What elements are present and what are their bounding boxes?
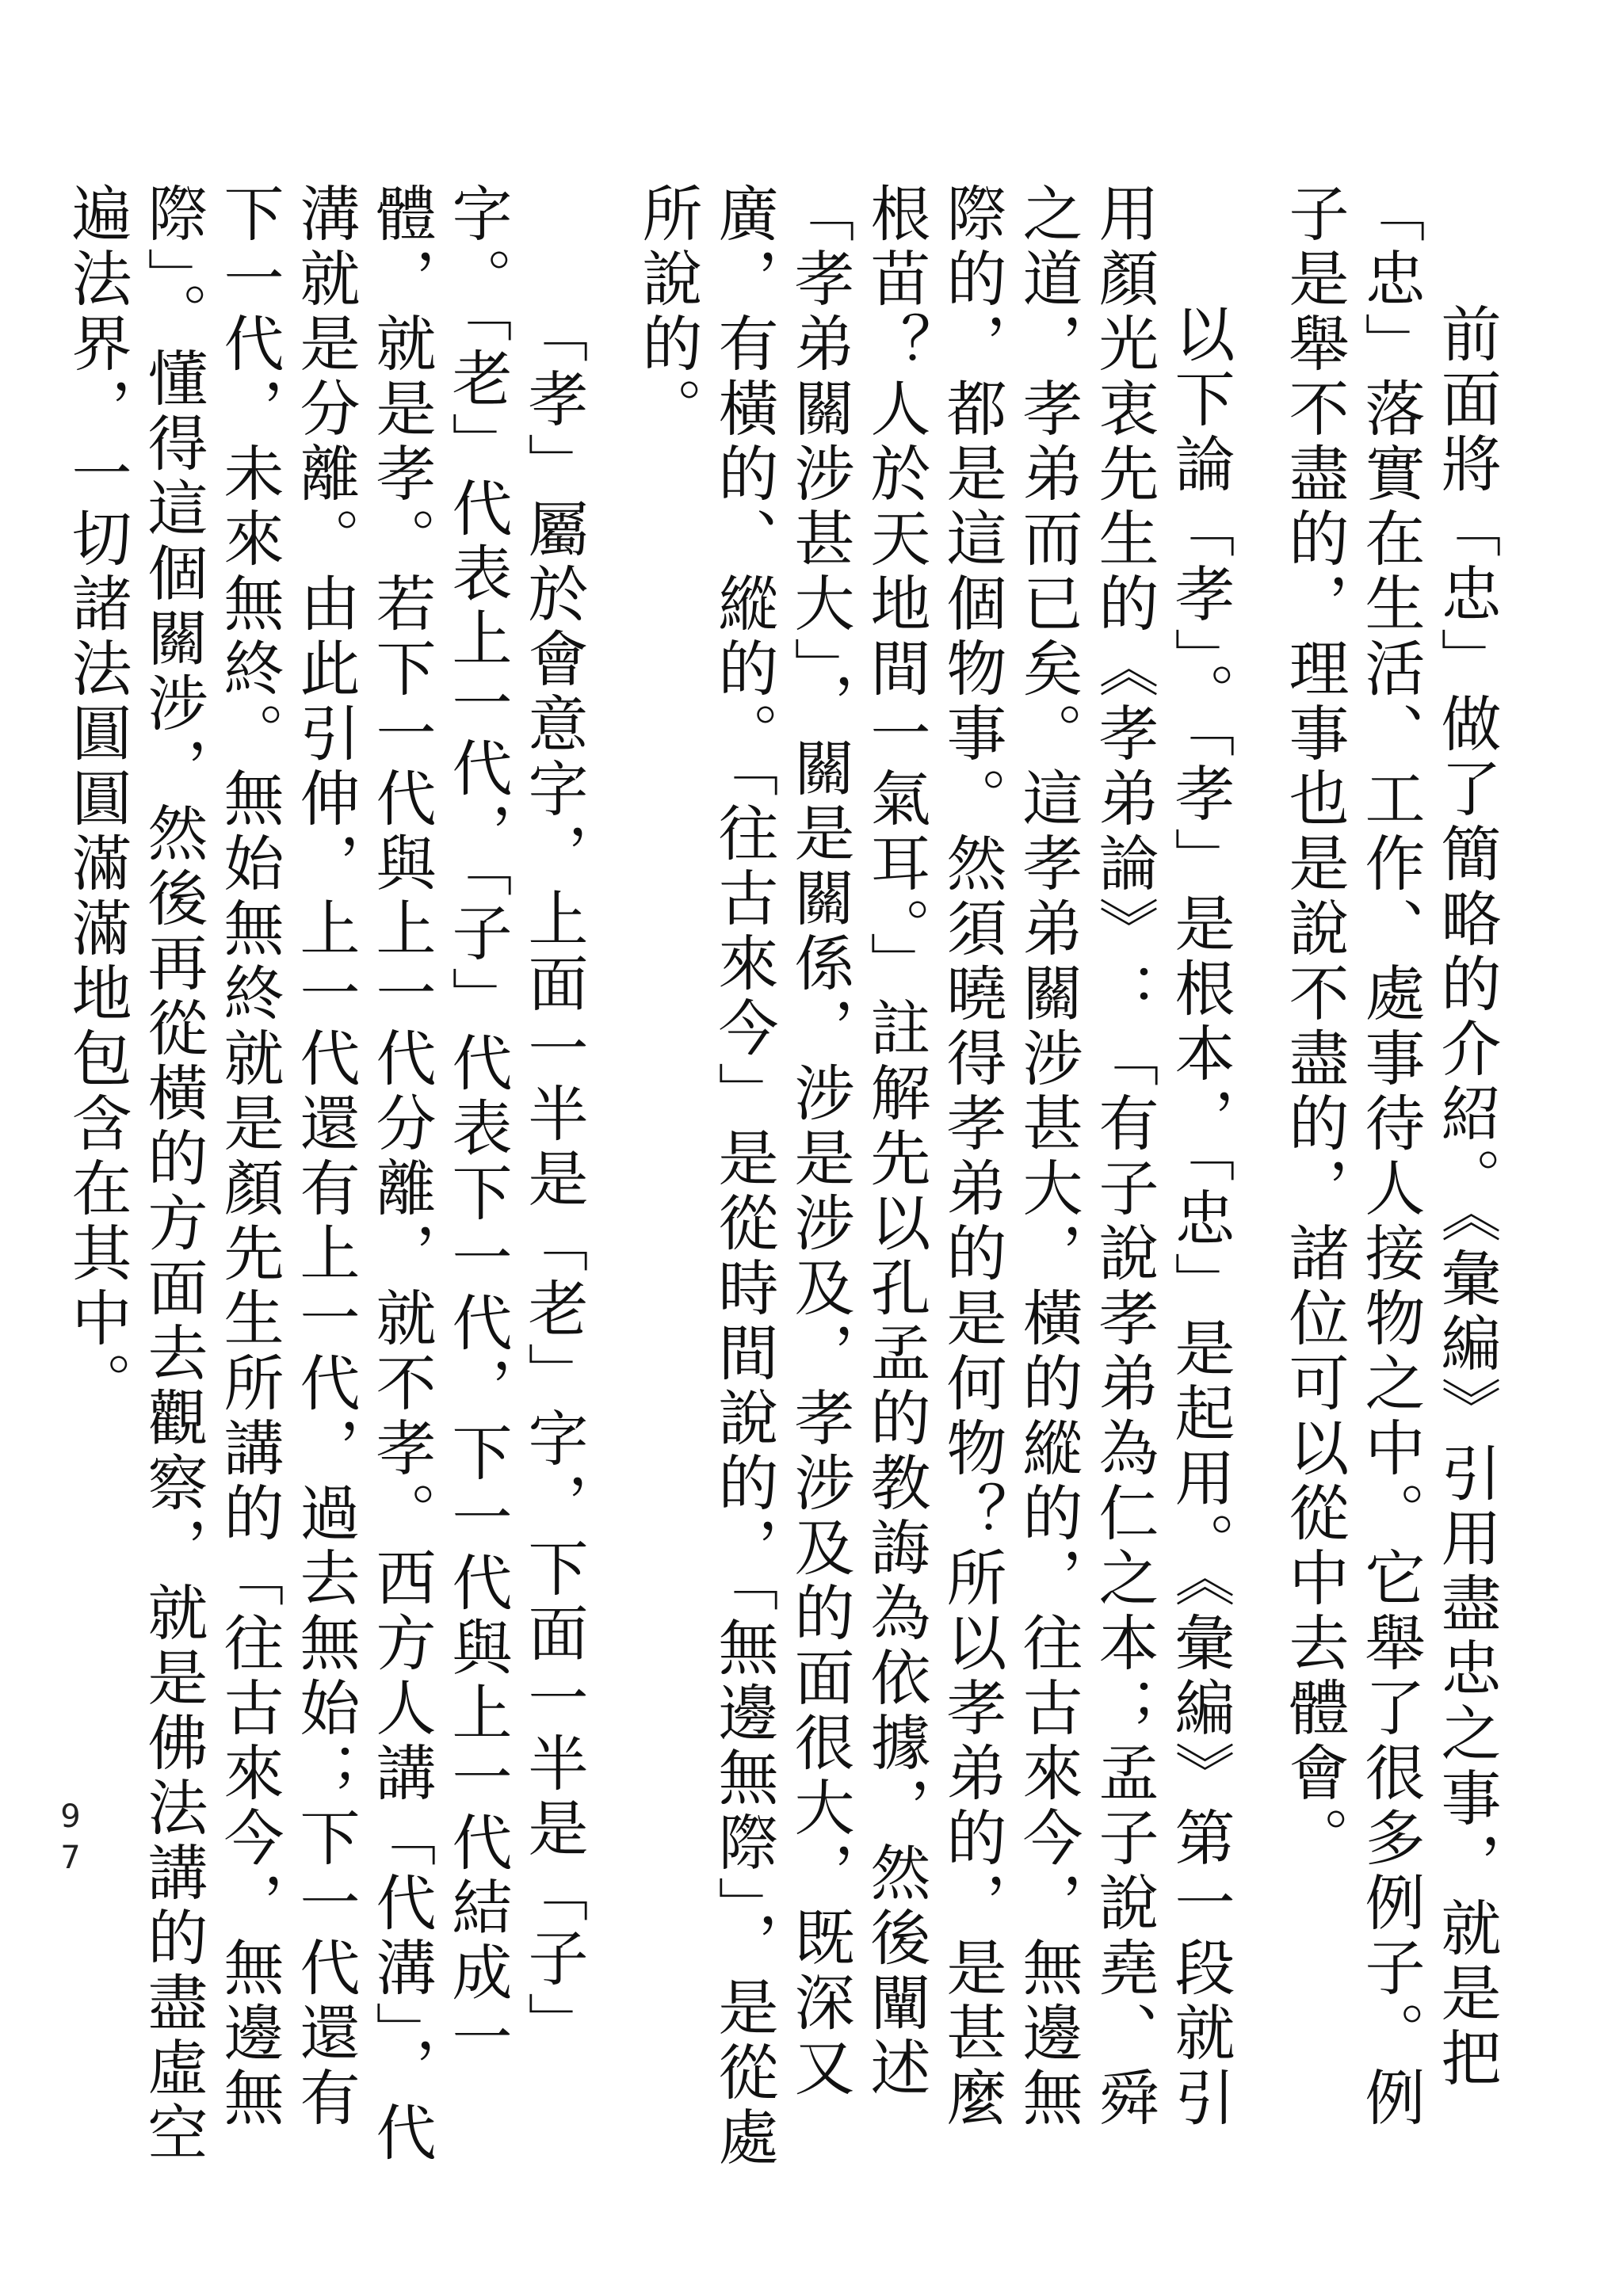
paragraph-1: 前面將「忠」做了簡略的介紹。《彙編》引用盡忠之事，就是把「忠」落實在生活、工作、處事待人接物之中。它舉了很多例子。例子是舉不盡的，理事也是說不盡的，諸位可以從中去體會。	[1279, 182, 1502, 2131]
page-number: 97	[52, 1798, 89, 1881]
paragraph-2: 以下論「孝」。「孝」是根本，「忠」是起用。《彙編》第一段就引用顏光衷先生的《孝弟論》：「有子說孝弟為仁之本；孟子說堯、舜之道，孝弟而已矣。這孝弟關涉甚大，橫的縱的，往古來今，無邊無際的，都是這個物事。然須曉得孝弟的是何物？所以孝弟的，是甚麼根苗？人於天地間一氣耳。」註解先以孔孟的教誨為依據，然後闡述「孝弟關涉甚大」，關是關係，涉是涉及，孝涉及的面很大，既深又廣，有橫的、縱的。「往古來今」是從時間說的，「無邊無際」，是從處所說的。	[632, 182, 1235, 2171]
paragraph-3: 「孝」屬於會意字，上面一半是「老」字，下面一半是「子」字。「老」代表上一代，「子」代表下一代，下一代與上一代結成一體，就是孝。若下一代與上一代分離，就不孝。西方人講「代溝」，代溝就是分離。由此引伸，上一代還有上一代，過去無始；下一代還有下一代，未來無終。無始無終就是顏先生所講的「往古來今，無邊無際」。懂得這個關涉，然後再從橫的方面去觀察，就是佛法講的盡虛空遍法界，一切諸法圓圓滿滿地包含在其中。	[62, 182, 589, 2166]
